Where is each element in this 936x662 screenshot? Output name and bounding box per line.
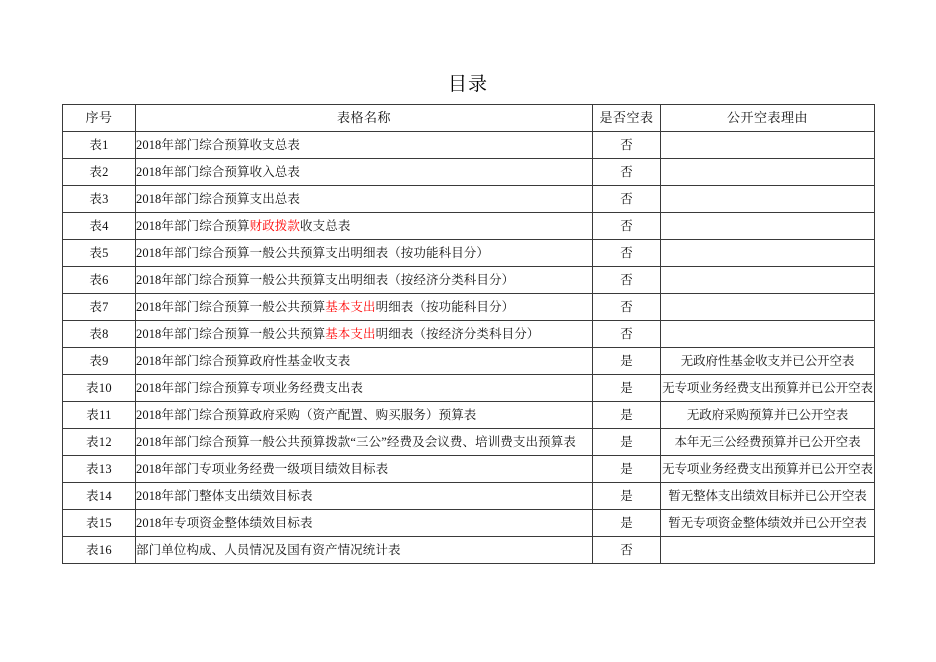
cell-empty-reason: [661, 159, 875, 186]
cell-is-empty-table: 否: [593, 132, 661, 159]
cell-table-name: [136, 429, 593, 456]
cell-empty-reason: 无专项业务经费支出预算并已公开空表: [661, 456, 875, 483]
cell-empty-reason: [661, 186, 875, 213]
column-header-name: 表格名称: [136, 105, 593, 132]
plain-text: 2018年部门综合预算一般公共预算支出明细表（按功能科目分）: [136, 246, 490, 260]
plain-text: 2018年部门综合预算一般公共预算拨款“三公”经费及会议费、培训费支出预算表: [136, 435, 576, 449]
table-row: [63, 132, 875, 159]
table-header: [63, 105, 875, 132]
cell-seq: 表8: [63, 321, 136, 348]
cell-seq: 表12: [63, 429, 136, 456]
cell-empty-reason: 无政府采购预算并已公开空表: [661, 402, 875, 429]
toc-table: [62, 104, 875, 564]
table-row: [63, 348, 875, 375]
cell-table-name: [136, 537, 593, 564]
table-row: [63, 240, 875, 267]
cell-seq: 表5: [63, 240, 136, 267]
cell-seq: 表11: [63, 402, 136, 429]
table-row: [63, 159, 875, 186]
highlighted-text: 财政拨款: [249, 219, 301, 233]
cell-table-name: [136, 186, 593, 213]
cell-is-empty-table: 否: [593, 321, 661, 348]
cell-is-empty-table: 是: [593, 510, 661, 537]
table-row: [63, 510, 875, 537]
cell-empty-reason: 暂无专项资金整体绩效并已公开空表: [661, 510, 875, 537]
plain-text: 明细表（按经济分类科目分）: [375, 327, 540, 341]
cell-table-name: [136, 456, 593, 483]
table-row: [63, 375, 875, 402]
plain-text: 2018年部门综合预算政府性基金收支表: [136, 354, 351, 368]
plain-text: 2018年部门综合预算政府采购（资产配置、购买服务）预算表: [136, 408, 477, 422]
cell-empty-reason: [661, 267, 875, 294]
cell-is-empty-table: 否: [593, 240, 661, 267]
cell-table-name: [136, 240, 593, 267]
column-header-seq: 序号: [63, 105, 136, 132]
table-row: [63, 186, 875, 213]
highlighted-text: 基本支出: [325, 300, 376, 314]
cell-is-empty-table: 否: [593, 186, 661, 213]
cell-table-name: [136, 348, 593, 375]
cell-seq: 表9: [63, 348, 136, 375]
plain-text: 2018年部门整体支出绩效目标表: [136, 489, 313, 503]
cell-empty-reason: [661, 321, 875, 348]
cell-table-name: [136, 213, 593, 240]
cell-empty-reason: [661, 213, 875, 240]
cell-is-empty-table: 是: [593, 348, 661, 375]
cell-table-name: [136, 159, 593, 186]
plain-text: 部门单位构成、人员情况及国有资产情况统计表: [136, 543, 401, 557]
plain-text: 收支总表: [300, 219, 351, 233]
cell-seq: 表14: [63, 483, 136, 510]
table-row: [63, 321, 875, 348]
plain-text: 2018年部门综合预算收支总表: [136, 138, 301, 152]
cell-is-empty-table: 否: [593, 267, 661, 294]
cell-table-name: [136, 321, 593, 348]
cell-is-empty-table: 是: [593, 375, 661, 402]
cell-is-empty-table: 否: [593, 294, 661, 321]
cell-empty-reason: [661, 537, 875, 564]
toc-table-container: [62, 104, 874, 564]
table-row: [63, 294, 875, 321]
cell-is-empty-table: 是: [593, 429, 661, 456]
column-header-empty: 是否空表: [593, 105, 661, 132]
plain-text: 2018年部门专项业务经费一级项目绩效目标表: [136, 462, 389, 476]
cell-seq: 表10: [63, 375, 136, 402]
cell-is-empty-table: 否: [593, 213, 661, 240]
cell-empty-reason: [661, 294, 875, 321]
cell-seq: 表16: [63, 537, 136, 564]
cell-is-empty-table: 否: [593, 537, 661, 564]
cell-table-name: [136, 132, 593, 159]
cell-seq: 表15: [63, 510, 136, 537]
plain-text: 明细表（按功能科目分）: [375, 300, 515, 314]
table-header-row: [63, 105, 875, 132]
cell-is-empty-table: 否: [593, 159, 661, 186]
plain-text: 2018年部门综合预算一般公共预算: [136, 300, 326, 314]
cell-seq: 表7: [63, 294, 136, 321]
cell-seq: 表2: [63, 159, 136, 186]
cell-table-name: [136, 375, 593, 402]
cell-empty-reason: [661, 132, 875, 159]
cell-is-empty-table: 是: [593, 402, 661, 429]
cell-table-name: [136, 294, 593, 321]
plain-text: 2018年部门综合预算一般公共预算: [136, 327, 326, 341]
table-row: [63, 456, 875, 483]
table-row: [63, 429, 875, 456]
cell-table-name: [136, 267, 593, 294]
cell-table-name: [136, 510, 593, 537]
cell-empty-reason: 无政府性基金收支并已公开空表: [661, 348, 875, 375]
column-header-reason: 公开空表理由: [661, 105, 875, 132]
table-row: [63, 483, 875, 510]
highlighted-text: 基本支出: [325, 327, 376, 341]
page-title: 目录: [447, 74, 488, 95]
cell-empty-reason: [661, 240, 875, 267]
cell-seq: 表1: [63, 132, 136, 159]
plain-text: 2018年专项资金整体绩效目标表: [136, 516, 313, 530]
plain-text: 2018年部门综合预算支出总表: [136, 192, 301, 206]
cell-seq: 表13: [63, 456, 136, 483]
plain-text: 2018年部门综合预算一般公共预算支出明细表（按经济分类科目分）: [136, 273, 515, 287]
cell-table-name: [136, 483, 593, 510]
cell-is-empty-table: 是: [593, 483, 661, 510]
cell-seq: 表3: [63, 186, 136, 213]
cell-empty-reason: 暂无整体支出绩效目标并已公开空表: [661, 483, 875, 510]
table-body: [63, 132, 875, 564]
plain-text: 2018年部门综合预算专项业务经费支出表: [136, 381, 364, 395]
cell-table-name: [136, 402, 593, 429]
cell-seq: 表6: [63, 267, 136, 294]
table-row: [63, 402, 875, 429]
table-row: [63, 537, 875, 564]
cell-seq: 表4: [63, 213, 136, 240]
plain-text: 2018年部门综合预算收入总表: [136, 165, 301, 179]
plain-text: 2018年部门综合预算: [136, 219, 250, 233]
cell-is-empty-table: 是: [593, 456, 661, 483]
table-row: [63, 213, 875, 240]
cell-empty-reason: 无专项业务经费支出预算并已公开空表: [661, 375, 875, 402]
cell-empty-reason: 本年无三公经费预算并已公开空表: [661, 429, 875, 456]
table-row: [63, 267, 875, 294]
